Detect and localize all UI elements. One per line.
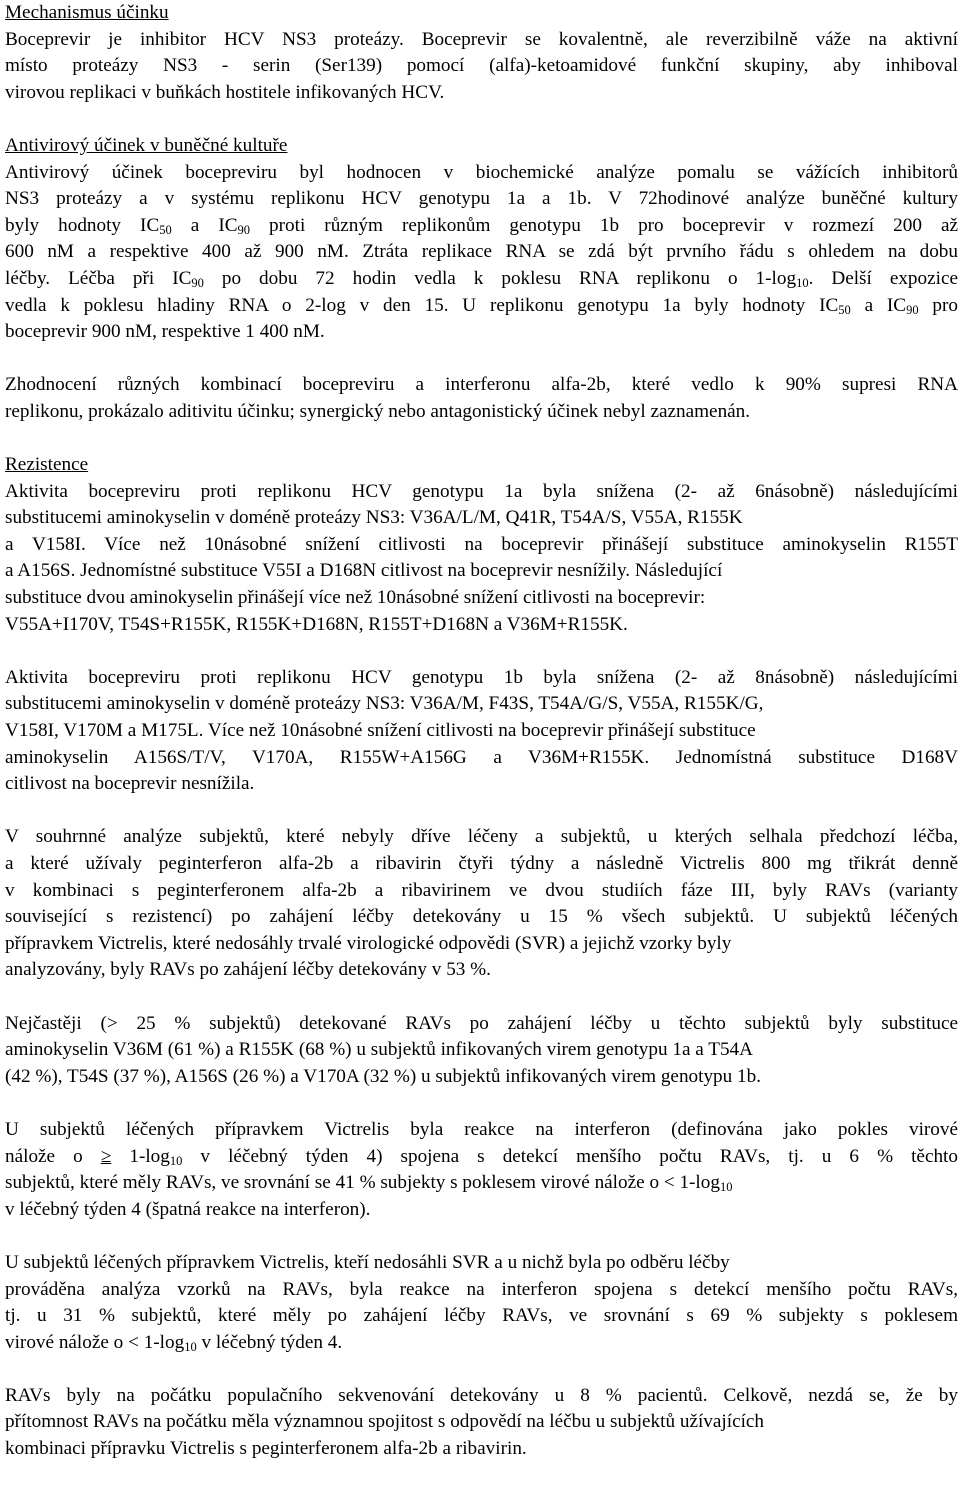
greater-equal-symbol: ≥	[100, 1145, 112, 1167]
text-line: kombinaci přípravku Victrelis s peginterferonem alfa-2b a ribavirin.	[5, 1438, 527, 1460]
text-line: přípravkem Victrelis, které nedosáhly trvalé virologické odpovědi (SVR) a jejichž vzorky byly	[5, 932, 732, 954]
text-line: (42 %), T54S (37 %), A156S (26 %) a V170A (32 %) u subjektů infikovaných virem genotypu 1b.	[5, 1065, 762, 1087]
text-line: NS3 proteázy a v systému replikonu HCV genotypu 1a a 1b. V 72hodinové analýze buněčné kultury	[5, 188, 958, 210]
text-line: související s rezistencí) po zahájení léčby detekovány u 15 % všech subjektů. U subjektů léčených	[5, 906, 958, 928]
subscript: 10	[719, 1180, 733, 1195]
text-line: Aktivita bocepreviru proti replikonu HCV genotypu 1a byla snížena (2- až 6násobně) následujícími	[5, 480, 958, 502]
text-line: Antivirový účinek bocepreviru byl hodnocen v biochemické analýze pomalu se vážících inhibitorů	[5, 161, 958, 183]
text-line: Aktivita bocepreviru proti replikonu HCV genotypu 1b byla snížena (2- až 8násobně) následujícími	[5, 666, 958, 688]
subscript: 50	[159, 222, 172, 237]
text-line: replikonu, prokázalo aditivitu účinku; synergický nebo antagonistický účinek nebyl zaznamenán.	[5, 400, 751, 422]
paragraph-genotype-1b	[5, 665, 958, 798]
text-line: 600 nM a respektive 400 až 900 nM. Ztráta replikace RNA se zdá být prvního řádu s ohledem na dobu	[5, 241, 958, 263]
section-heading-mechanism: Mechanismus účinku	[5, 2, 169, 23]
text-line: byly hodnoty $IC_{50}$ a $IC_{90}$ proti různým replikonům genotypu 1b pro boceprevir v rozmezí 200 až	[5, 214, 958, 237]
subscript: 10	[796, 275, 809, 290]
paragraph-no-svr	[5, 1250, 958, 1356]
section-antiviral-effect	[5, 133, 958, 346]
text-line: v léčebný týden 4 (špatná reakce na interferon).	[5, 1198, 371, 1220]
text-line: citlivost na boceprevir nesnížila.	[5, 773, 255, 795]
text-line: aminokyselin V36M (61 %) a R155K (68 %) u subjektů infikovaných virem genotypu 1a a T54A	[5, 1039, 754, 1061]
subscript: 10	[184, 1339, 197, 1354]
subscript: 90	[191, 275, 204, 290]
text-line: a A156S. Jednomístné substituce V55I a D168N citlivost na boceprevir nesnížily. Následující	[5, 560, 723, 582]
paragraph-interferon-response	[5, 1117, 958, 1223]
text-line: Boceprevir je inhibitor HCV NS3 proteázy. Boceprevir se kovalentně, ale reverzibilně váže na aktivní	[5, 28, 958, 50]
text-line: substitucemi aminokyselin v doméně proteázy NS3: V36A/L/M, Q41R, T54A/S, V55A, R155K	[5, 507, 743, 529]
text-line: léčby. Léčba při $IC_{90}$ po dobu 72 hodin vedla k poklesu RNA replikonu o $1-\log_{10}$. Delší expozice	[5, 267, 958, 290]
text-line: V55A+I170V, T54S+R155K, R155K+D168N, R155T+D168N a V36M+R155K.	[5, 613, 628, 635]
text-line: U subjektů léčených přípravkem Victrelis byla reakce na interferon (definována jako pokles virové	[5, 1118, 958, 1140]
text-line: subjektů, které měly RAVs, ve srovnání se 41 % subjekty s poklesem virové nálože $o < 1-\log_{10}$	[5, 1172, 733, 1195]
text-line: a V158I. Více než 10násobné snížení citlivosti na boceprevir přinášejí substituce aminokyselin R155T	[5, 533, 958, 555]
text-line: virové nálože $o < 1-\log_{10}$ v léčebný týden 4.	[5, 1331, 343, 1354]
section-mechanism	[5, 0, 958, 106]
text-line: substituce dvou aminokyselin přinášejí více než 10násobné snížení citlivosti na boceprevir:	[5, 587, 706, 609]
text-line: substitucemi aminokyselin v doméně proteázy NS3: V36A/M, F43S, T54A/G/S, V55A, R155K/G,	[5, 693, 764, 715]
text-line: v kombinaci s peginterferonem alfa-2b a ribavirinem ve dvou studiích fáze III, byly RAVs (varianty	[5, 879, 958, 901]
text-line: a které užívaly peginterferon alfa-2b a ribavirin čtyři týdny a následně Victrelis 800 mg třikrát denně	[5, 853, 958, 874]
text-line: vedla k poklesu hladiny RNA o 2-log v den 15. U replikonu genotypu 1a byly hodnoty $IC_{50}$ a $IC_{90}$ pro	[5, 294, 958, 317]
text-line: virovou replikaci v buňkách hostitele infikovaných HCV.	[5, 81, 445, 103]
paragraph-frequent-ravs	[5, 1011, 958, 1091]
text-line: Zhodnocení různých kombinací bocepreviru a interferonu alfa-2b, které vedlo k 90% supresi RNA	[5, 374, 958, 396]
text-line: RAVs byly na počátku populačního sekvenování detekovány u 8 % pacientů. Celkově, nezdá se, že by	[5, 1384, 958, 1406]
subscript: 90	[237, 222, 251, 237]
text-line: analyzovány, byly RAVs po zahájení léčby detekovány v 53 %.	[5, 959, 491, 981]
text-line: přítomnost RAVs na počátku měla významnou spojitost s odpovědí na léčbu u subjektů užívajících	[5, 1411, 765, 1433]
subscript: 90	[906, 302, 919, 317]
text-line: boceprevir 900 nM, respektive 1 400 nM.	[5, 321, 325, 343]
text-line: U subjektů léčených přípravkem Victrelis, kteří nedosáhli SVR a u nichž byla po odběru léčby	[5, 1251, 730, 1273]
section-resistance	[5, 452, 958, 638]
text-line: nálože $o \ge 1-\log_{10}$ v léčebný týden 4) spojena s detekcí menšího počtu RAVs, tj. u 6 % těchto	[5, 1145, 958, 1168]
text-line: Nejčastěji (> 25 % subjektů) detekované RAVs po zahájení léčby u těchto subjektů byly substituce	[5, 1012, 958, 1034]
paragraph-baseline-ravs	[5, 1383, 958, 1463]
section-heading-antiviral: Antivirový účinek v buněčné kultuře	[5, 134, 288, 156]
section-heading-resistance: Rezistence	[5, 454, 89, 476]
subscript: 10	[169, 1153, 183, 1168]
text-line: V158I, V170M a M175L. Více než 10násobné snížení citlivosti na boceprevir přinášejí substituce	[5, 720, 756, 742]
text-line: V souhrnné analýze subjektů, které nebyly dříve léčeny a subjektů, u kterých selhala předchozí léčba,	[5, 826, 958, 848]
paragraph-summary-analysis	[5, 824, 958, 984]
text-line: aminokyselin A156S/T/V, V170A, R155W+A156G a V36M+R155K. Jednomístná substituce D168V	[5, 746, 958, 768]
document-page	[5, 0, 958, 1489]
text-line: místo proteázy NS3 - serin (Ser139) pomocí (alfa)-ketoamidové funkční skupiny, aby inhiboval	[5, 55, 958, 77]
text-line: prováděna analýza vzorků na RAVs, byla reakce na interferon spojena s detekcí menšího počtu RAVs,	[5, 1278, 958, 1300]
subscript: 50	[838, 302, 851, 317]
paragraph-combination	[5, 372, 958, 425]
text-line: tj. u 31 % subjektů, které měly po zahájení léčby RAVs, ve srovnání s 69 % subjekty s poklesem	[5, 1305, 958, 1327]
